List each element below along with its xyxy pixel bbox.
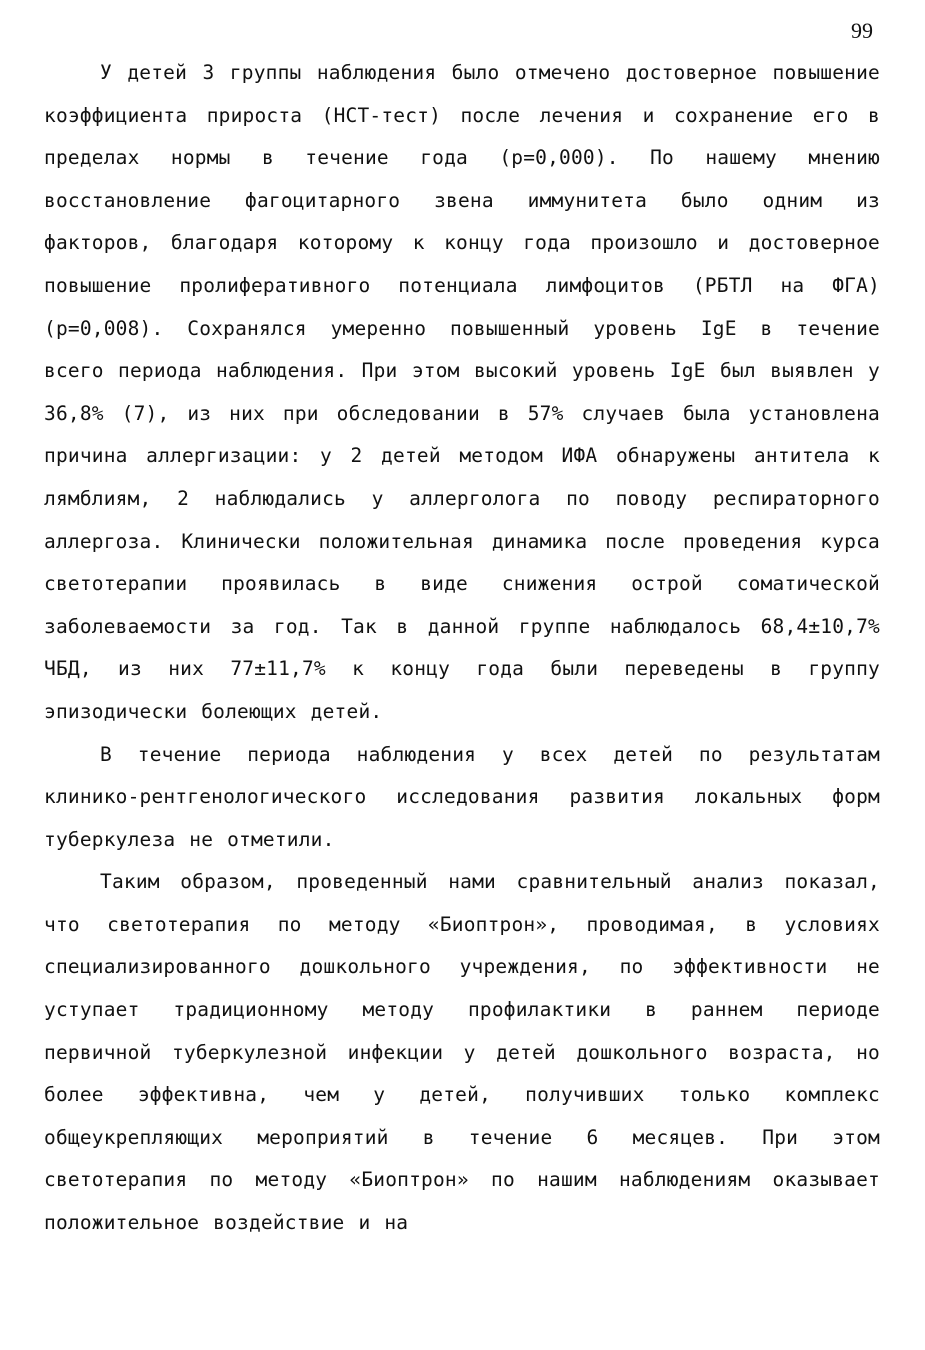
paragraph: В течение периода наблюдения у всех детей по результатам клинико-рентгенологического исследования развития локальных форм туберкулеза не отметили. [44, 742, 880, 851]
page-number: 99 [851, 18, 873, 43]
page-body [44, 52, 880, 1245]
paragraph: У детей 3 группы наблюдения было отмечено достоверное повышение коэффициента прироста (НСТ-тест) после лечения и сохранение его в пределах нормы в течение года (р=0,000). По нашему мнению восстановление фагоцитарного звена иммунитета было одним из факторов, благодаря которому к концу года произошло и достоверное повышение пролиферативного потенциала лимфоцитов (РБТЛ на ФГА) (р=0,008). Сохранялся умеренно повышенный уровень IgE в течение всего периода наблюдения. При этом высокий уровень IgE был выявлен у 36,8% (7), из них при обследовании в 57% случаев была установлена причина аллергизации: у 2 детей методом ИФА обнаружены антитела к лямблиям, 2 наблюдались у аллерголога по поводу респираторного аллергоза. Клинически положительная динамика после проведения курса светотерапии проявилась в виде снижения острой соматической заболеваемости за год. Так в данной группе наблюдалось 68,4±10,7% ЧБД, из них 77±11,7% к концу года были переведены в группу эпизодически болеющих детей. [44, 61, 880, 723]
paragraph: Таким образом, проведенный нами сравнительный анализ показал, что светотерапия по методу «Биоптрон», проводимая, в условиях специализированного дошкольного учреждения, по эффективности не уступает традиционному методу профилактики в раннем периоде первичной туберкулезной инфекции у детей дошкольного возраста, но более эффективна, чем у детей, получивших только комплекс общеукрепляющих мероприятий в течение 6 месяцев. При этом светотерапия по методу «Биоптрон» по нашим наблюдениям оказывает положительное воздействие и на [44, 870, 880, 1235]
